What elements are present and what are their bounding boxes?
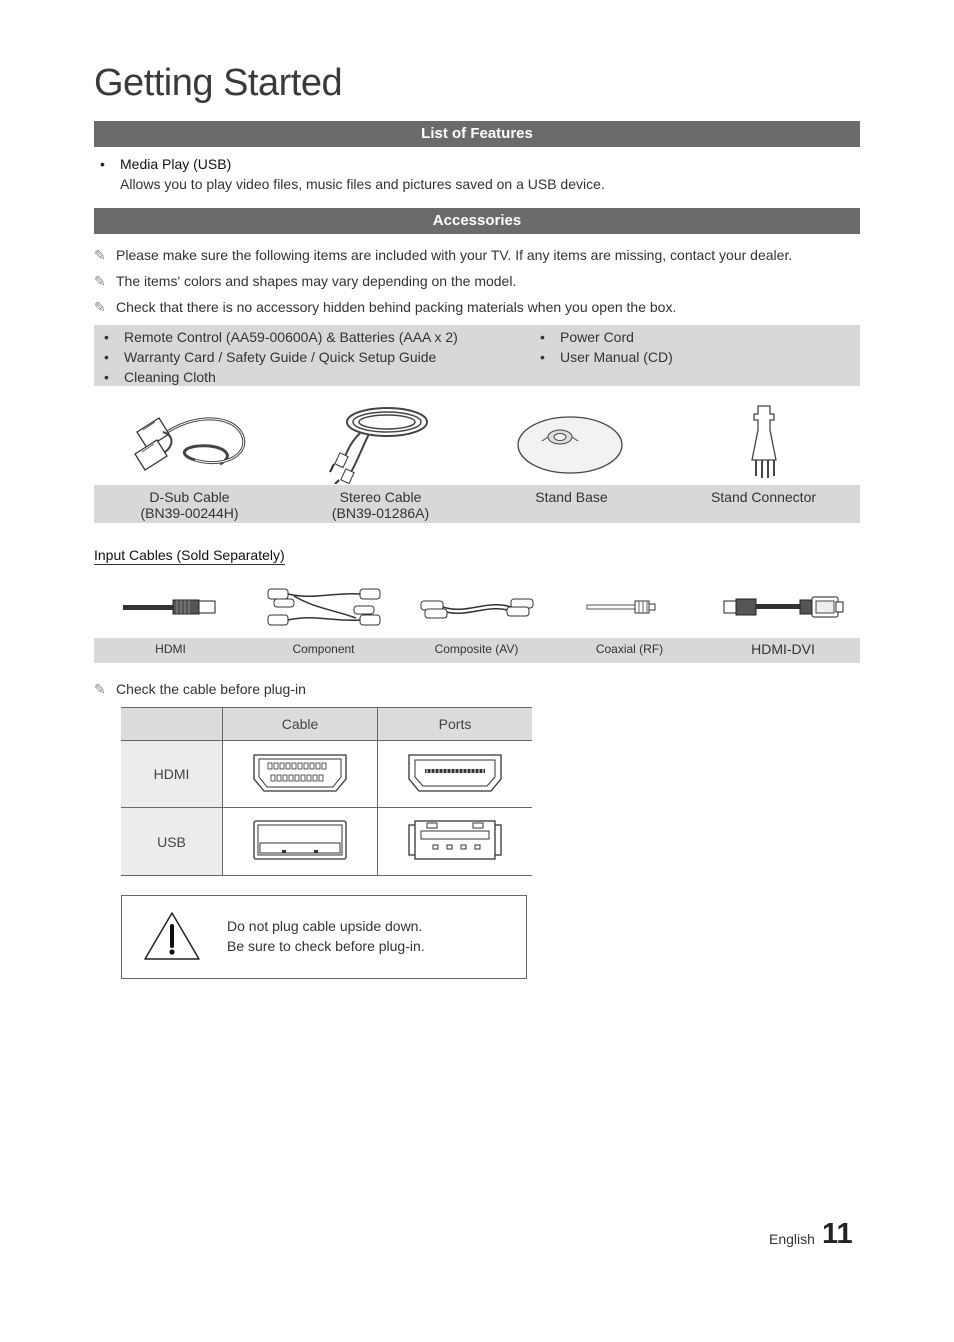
warning-line-2: Be sure to check before plug-in. xyxy=(227,938,425,954)
table-corner xyxy=(121,708,223,741)
note-check-cable: ✎ Check the cable before plug-in xyxy=(94,681,306,697)
note-pencil-icon: ✎ xyxy=(94,273,106,289)
caption-coaxial: Coaxial (RF) xyxy=(595,642,664,656)
bullet: • xyxy=(100,156,105,172)
feature-title: Media Play (USB) xyxy=(120,156,232,172)
note-pencil-icon: ✎ xyxy=(94,247,106,263)
dsub-cable-icon xyxy=(94,400,285,484)
caption-hdmi-dvi: HDMI-DVI xyxy=(751,641,815,657)
composite-cable-icon xyxy=(400,578,553,636)
list-item: • User Manual (CD) xyxy=(540,349,673,365)
input-cable-captions xyxy=(94,638,860,663)
usb-cable-plug-icon xyxy=(223,808,378,876)
note-hidden: ✎ Check that there is no accessory hidden behind packing materials when you open the box. xyxy=(94,299,677,315)
caption-stereo: Stereo Cable (BN39-01286A) xyxy=(331,489,430,521)
row-label-hdmi: HDMI xyxy=(121,741,223,808)
feature-description: Allows you to play video files, music files and pictures saved on a USB device. xyxy=(120,176,605,192)
page-number: 11 xyxy=(822,1218,853,1250)
accessory-captions xyxy=(94,485,860,523)
caption-dsub: D-Sub Cable (BN39-00244H) xyxy=(140,489,239,521)
list-item: • Remote Control (AA59-00600A) & Batteries (AAA x 2) xyxy=(104,329,458,345)
note-pencil-icon: ✎ xyxy=(94,299,106,315)
column-header-ports: Ports xyxy=(378,708,533,741)
page-title: Getting Started xyxy=(94,62,343,104)
caption-stand-connector: Stand Connector xyxy=(710,489,817,505)
hdmi-cable-icon xyxy=(94,578,247,636)
cable-ports-table xyxy=(121,707,532,876)
list-item: • Cleaning Cloth xyxy=(104,369,216,385)
caption-component: Component xyxy=(292,642,355,656)
footer-language: English xyxy=(769,1231,815,1247)
hdmi-dvi-cable-icon xyxy=(706,578,860,636)
stand-base-icon xyxy=(476,400,667,484)
coaxial-cable-icon xyxy=(553,578,706,636)
accessory-images xyxy=(94,400,860,484)
list-item: • Warranty Card / Safety Guide / Quick Setup Guide xyxy=(104,349,437,365)
row-label-usb: USB xyxy=(121,808,223,876)
caption-composite: Composite (AV) xyxy=(434,642,519,656)
note-colors: ✎ The items' colors and shapes may vary depending on the model. xyxy=(94,273,517,289)
input-cables-header: Input Cables (Sold Separately) xyxy=(94,547,285,563)
features-header: List of Features xyxy=(94,121,860,147)
accessory-list xyxy=(94,325,860,386)
stand-connector-icon xyxy=(667,400,860,484)
note-pencil-icon: ✎ xyxy=(94,681,106,697)
caption-hdmi: HDMI xyxy=(155,642,186,656)
list-item: • Power Cord xyxy=(540,329,634,345)
column-header-cable: Cable xyxy=(223,708,378,741)
input-cable-images xyxy=(94,578,860,636)
note-included: ✎ Please make sure the following items are included with your TV. If any items are missing, contact your dealer. xyxy=(94,247,793,263)
caption-stand-base: Stand Base xyxy=(535,489,608,505)
warning-box xyxy=(121,895,527,979)
warning-triangle-icon xyxy=(142,910,202,967)
stereo-cable-icon xyxy=(285,400,476,484)
accessories-header: Accessories xyxy=(94,208,860,234)
warning-line-1: Do not plug cable upside down. xyxy=(227,918,423,934)
hdmi-cable-plug-icon xyxy=(223,741,378,808)
usb-port-icon xyxy=(378,808,533,876)
component-cable-icon xyxy=(247,578,400,636)
hdmi-port-icon xyxy=(378,741,533,808)
